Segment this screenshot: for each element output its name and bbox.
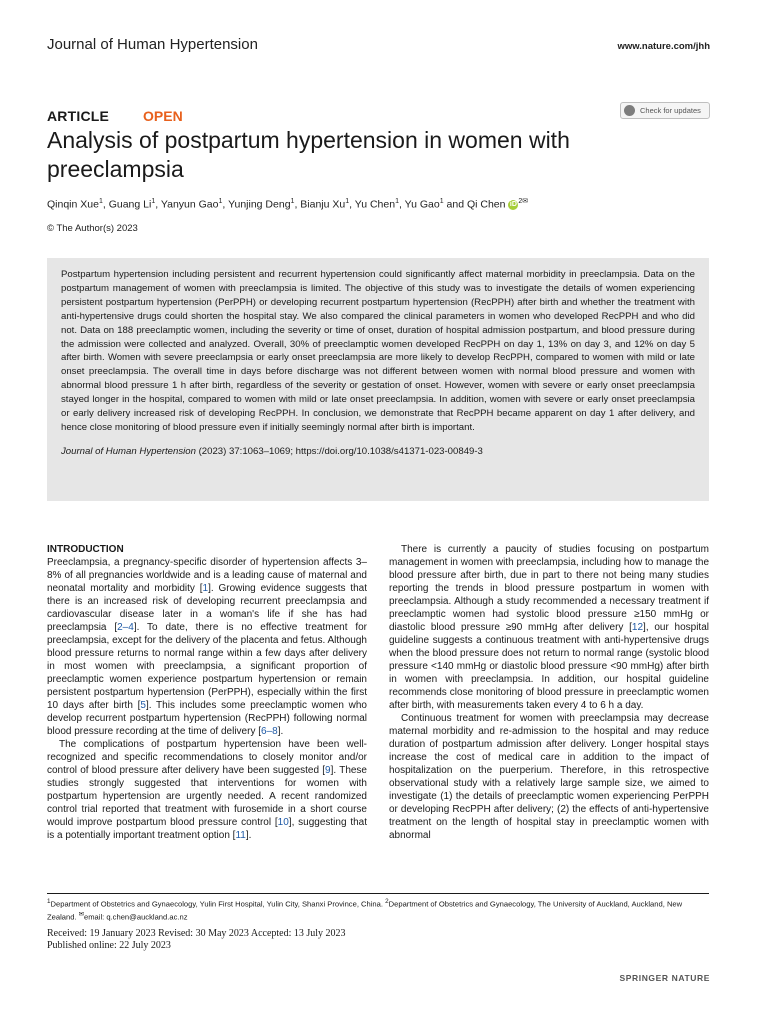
reference-link[interactable]: 12 (631, 622, 644, 634)
author-name[interactable]: Guang Li (108, 198, 152, 211)
author-name[interactable]: Qi Chen (466, 198, 506, 211)
author-affiliation-marker: 1 (395, 198, 399, 205)
abstract-text: Postpartum hypertension including persistent and recurrent hypertension could significantly affect maternal morbidity in preeclampsia. Data on the postpartum management of women with preeclampsia is limited. The objective of this study was to investigate the details of women experiencing persistent postpartum hypertension (PerPPH) or developing recurrent postpartum hypertension (RecPPH) after birth and whether the treatment with anti-hypertensive drugs could shorten the hospital stay. We also compared the clinical parameters in women who developed RecPPH and who did not. Data on 188 preeclamptic women, including the severity or time of onset, duration of hospital admission postpartum, and blood pressure during the admission were collected and analyzed. Overall, 30% of preeclamptic women developed RecPPH on day 1, 13% on day 3, and 12% on day 5 after birth. Women with severe preeclampsia or early onset preeclampsia are more likely to develop RecPPH, compared to women with mild or late onset preeclampsia. The overall time in days before discharge was not different between women with normal blood pressure and women with abnormal blood pressure 1 h after birth, regardless of the severity or gestation of onset. However, women with severe or early onset preeclampsia stayed longer in the hospital, compared to women with mild or late onset preeclampsia. In addition, women with severe or early onset preeclampsia or early delivery increased risk of developing RecPPH. In conclusion, we demonstrate that RecPPH became apparent on day 1 after delivery, and hence close monitoring of blood pressure even if initially seemingly normal after birth is important. (61, 269, 695, 433)
reference-link[interactable]: 11 (235, 830, 246, 842)
reference-link[interactable]: 5 (140, 700, 146, 712)
paragraph-text: ]. These studies strongly suggested that interventions for women with postpartum hypertension are urgently needed. A recent randomized control trial reported that treatment with furosemide in a short course would improve postpartum blood pressure control [ (47, 765, 367, 829)
intro-paragraph (389, 543, 709, 712)
paragraph-text: The complications of postpartum hypertension have been well-recognized and specific recommendations to closely monitor and/or control of blood pressure after delivery have been suggested [ (47, 739, 367, 777)
citation-line (61, 446, 695, 457)
paragraph-text: Continuous treatment for women with preeclampsia may decrease maternal morbidity and re-admission to the hospital and may reduce duration of postpartum admission after delivery. Longer hospital stays increase the cost of medical care in addition to the impact of hospitalization on the puerperium. Therefore, in this retrospective observational study with a relatively large sample size, we aimed to investigate (1) the details of preeclamptic women experiencing PerPPH or developing RecPPH after delivery; (2) the effects of anti-hypertensive treatment on the length of hospital stay in preeclamptic women with abnormal (389, 713, 709, 842)
springer-nature-logo: SPRINGER NATURE (619, 973, 710, 983)
author-name[interactable]: Yunjing Deng (228, 198, 291, 211)
email-marker: ✉ (78, 911, 84, 919)
article-title: Analysis of postpartum hypertension in women with preeclampsia (47, 127, 570, 182)
affiliation-1-marker: 1 (47, 898, 51, 905)
abstract-box (47, 258, 709, 501)
author-affiliation-marker: 1 (218, 198, 223, 205)
body-column-left (47, 543, 367, 842)
received-dates: Received: 19 January 2023 Revised: 30 May 2023 Accepted: 13 July 2023 (47, 928, 346, 939)
author-name[interactable]: Yu Gao (404, 198, 440, 211)
paragraph-text: ]. This includes some preeclamptic women who develop recurrent postpartum hypertension (RecPPH) following normal blood pressure recording at the time of delivery [ (47, 700, 367, 738)
check-updates-icon (624, 105, 635, 116)
reference-link[interactable]: 10 (277, 817, 289, 829)
affiliation-2: Department of Obstetrics and Gynaecology, The University of Auckland, Auckland, New Zealand. (47, 899, 683, 922)
author-name[interactable]: Yu Chen (354, 198, 396, 211)
author-affiliation-marker: 1 (98, 198, 103, 205)
citation-doi[interactable]: (2023) 37:1063–1069; https://doi.org/10.1038/s41371-023-00849-3 (195, 445, 483, 457)
author-list: Qinqin Xue$^1$, Guang Li$^1$, Yanyun Gao$^1$, Yunjing Deng$^1$, Bianju Xu$^1$, Yu Chen$^1$, Yu Gao$^1$ and Qi Chen iD $^{2✉}$ (47, 198, 529, 211)
author-name[interactable]: Qinqin Xue (47, 198, 99, 211)
footnote-divider (47, 893, 709, 894)
author-affiliation-marker: 2✉ (518, 198, 529, 205)
reference-link[interactable]: 2–4 (117, 622, 134, 634)
author-affiliation-marker: 1 (345, 198, 350, 205)
intro-paragraph (47, 738, 367, 842)
orcid-icon[interactable]: iD (509, 200, 517, 208)
paragraph-text: ], suggesting that is a potentially important treatment option [ (47, 817, 367, 842)
paragraph-text: ], our hospital guideline suggests a continuous treatment with anti-hypertensive drugs when the blood pressure does not return to normal range (systolic blood pressure <140 mmHg or diastolic blood pressure <90 mmHg) after birth in women with preeclampsia. In addition, our hospital guideline recommends close monitoring of blood pressure in preeclamptic women after birth, with measurements taken every 4 to 6 h a day. (389, 622, 709, 712)
paragraph-text: ]. Growing evidence suggests that there is an increased risk of developing recurrent preeclampsia and cardiovascular disease later in a woman's life if she has had preeclampsia [ (47, 583, 367, 634)
affiliation-1: Department of Obstetrics and Gynaecology, Yulin First Hospital, Yulin City, Shanxi Province, China. (50, 899, 386, 909)
copyright-notice: © The Author(s) 2023 (47, 223, 138, 234)
paragraph-text: ]. To date, there is no effective treatment for preeclampsia, except for the delivery of the placenta and fetus. Although blood pressure returns to normal range within a few days after delivery in most women with preeclampsia, a significant proportion of preeclamptic women experience postpartum hypertension or remain persistent postpartum hypertension (PerPPH), especially within the first 10 days after birth [ (47, 622, 368, 712)
reference-link[interactable]: 6–8 (261, 726, 278, 738)
author-name[interactable]: Yanyun Gao (160, 198, 219, 211)
check-for-updates-button[interactable] (620, 102, 710, 119)
published-date: Published online: 22 July 2023 (47, 940, 171, 951)
affiliations-footnote (47, 897, 709, 923)
open-access-label: OPEN (143, 108, 183, 124)
body-column-right (389, 543, 709, 842)
article-type-label: ARTICLE (47, 108, 110, 124)
author-affiliation-marker: 1 (151, 198, 156, 205)
journal-name[interactable]: Journal of Human Hypertension (47, 36, 258, 53)
paragraph-text: There is currently a paucity of studies focusing on postpartum management in women with preeclampsia, including how to manage the blood pressure after birth, due in part to there not being many studies reporting the trends in blood pressure postpartum in women with preeclampsia. Although a study recommended a necessary treatment if preeclamptic women had systolic blood pressure ≥150 mmHg or diastolic blood pressure ≥90 mmHg after delivery [ (389, 544, 709, 634)
corresponding-email-link[interactable]: email: q.chen@auckland.ac.nz (83, 912, 188, 922)
intro-paragraph (47, 556, 367, 738)
author-affiliation-marker: 1 (439, 198, 444, 205)
paragraph-text: ]. (277, 726, 284, 738)
intro-paragraph (389, 712, 709, 842)
reference-link[interactable]: 9 (325, 765, 331, 777)
check-updates-label: Check for updates (640, 106, 701, 115)
section-heading-introduction: INTRODUCTION (47, 544, 124, 555)
paragraph-text: ]. (245, 830, 252, 842)
affiliation-2-marker: 2 (385, 898, 389, 905)
author-name[interactable]: Bianju Xu (300, 198, 346, 211)
paragraph-text: Preeclampsia, a pregnancy-specific disorder of hypertension affects 3–8% of all pregnancies worldwide and is a leading cause of maternal and neonatal mortality and morbidity [ (47, 557, 367, 595)
journal-url-link[interactable]: www.nature.com/jhh (617, 41, 710, 52)
citation-journal: Journal of Human Hypertension (61, 445, 196, 457)
author-affiliation-marker: 1 (290, 198, 295, 205)
reference-link[interactable]: 1 (202, 583, 209, 595)
